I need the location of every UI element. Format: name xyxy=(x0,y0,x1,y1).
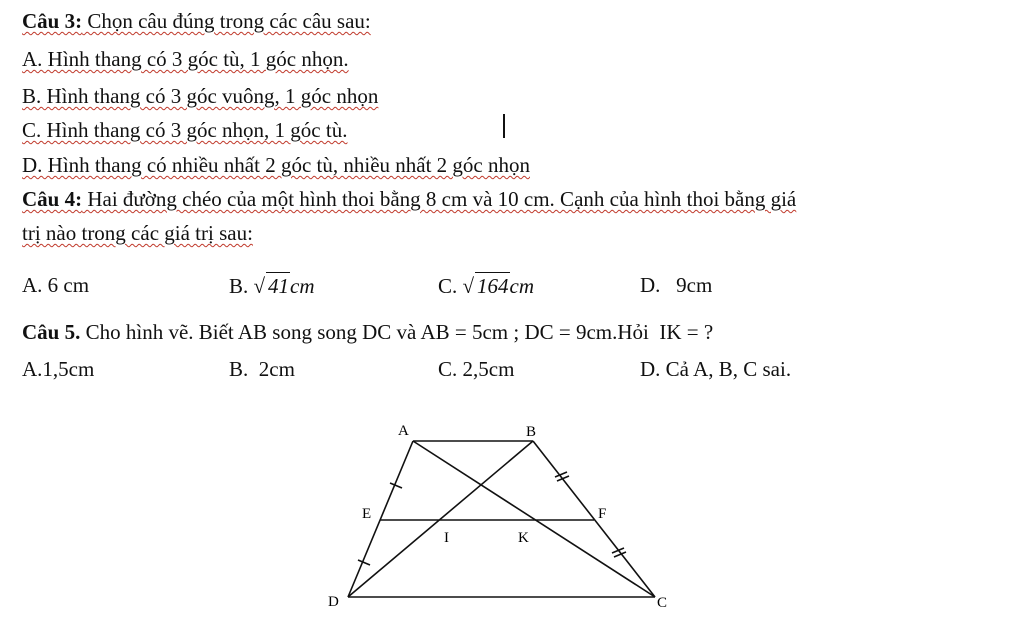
segment-ad xyxy=(348,441,413,597)
question-5-option-c: C. 2,5cm xyxy=(438,357,515,381)
question-4-title: Câu 4: xyxy=(22,187,83,211)
label-a: A xyxy=(398,423,409,439)
question-5-option-d: D. Cả A, B, C sai. xyxy=(640,357,792,381)
diagonal-bd xyxy=(348,441,533,597)
sqrt-symbol: √ xyxy=(253,274,266,298)
question-3-option-d: D. Hình thang có nhiều nhất 2 góc tù, nhiều nhất 2 góc nhọn xyxy=(22,153,530,177)
label-e: E xyxy=(362,506,372,522)
question-3-title: Câu 3: xyxy=(22,9,83,33)
question-5-prompt: Cho hình vẽ. Biết AB song song DC và AB = 5cm ; DC = 9cm.Hỏi IK = ? xyxy=(80,320,714,344)
question-4-option-d: D. 9cm xyxy=(640,273,713,297)
question-4-prompt-line-2: trị nào trong các giá trị sau: xyxy=(22,221,253,245)
question-3-option-a: A. Hình thang có 3 góc tù, 1 góc nhọn. xyxy=(22,47,349,71)
tick-ed xyxy=(358,560,370,565)
question-3-prompt: Chọn câu đúng trong các câu sau: xyxy=(82,9,371,33)
question-3-option-c: C. Hình thang có 3 góc nhọn, 1 góc tù. xyxy=(22,118,348,142)
question-4-prompt-line-1: Hai đường chéo của một hình thoi bằng 8 cm và 10 cm. Cạnh của hình thoi bằng giá xyxy=(82,187,797,211)
option-b-radicand: 41 xyxy=(268,274,290,298)
segment-bc xyxy=(533,441,655,597)
option-b-unit: cm xyxy=(290,274,315,298)
label-b: B xyxy=(526,424,537,440)
option-c-radicand: 164 xyxy=(477,274,509,298)
question-5-option-a: A.1,5cm xyxy=(22,357,95,381)
question-3-option-b: B. Hình thang có 3 góc vuông, 1 góc nhọn xyxy=(22,84,379,108)
label-c: C xyxy=(657,595,668,611)
question-5-title: Câu 5. xyxy=(22,320,81,344)
option-c-label: C. xyxy=(438,274,458,298)
option-c-unit: cm xyxy=(509,274,535,298)
option-b-label: B. xyxy=(229,274,249,298)
label-i: I xyxy=(444,530,449,546)
label-k: K xyxy=(518,530,529,546)
label-f: F xyxy=(598,506,607,522)
label-d: D xyxy=(328,594,339,610)
sqrt-symbol: √ xyxy=(462,274,475,298)
question-4-option-a: A. 6 cm xyxy=(22,273,90,297)
diagonal-ac xyxy=(413,441,655,597)
question-5-option-b: B. 2cm xyxy=(229,357,295,381)
